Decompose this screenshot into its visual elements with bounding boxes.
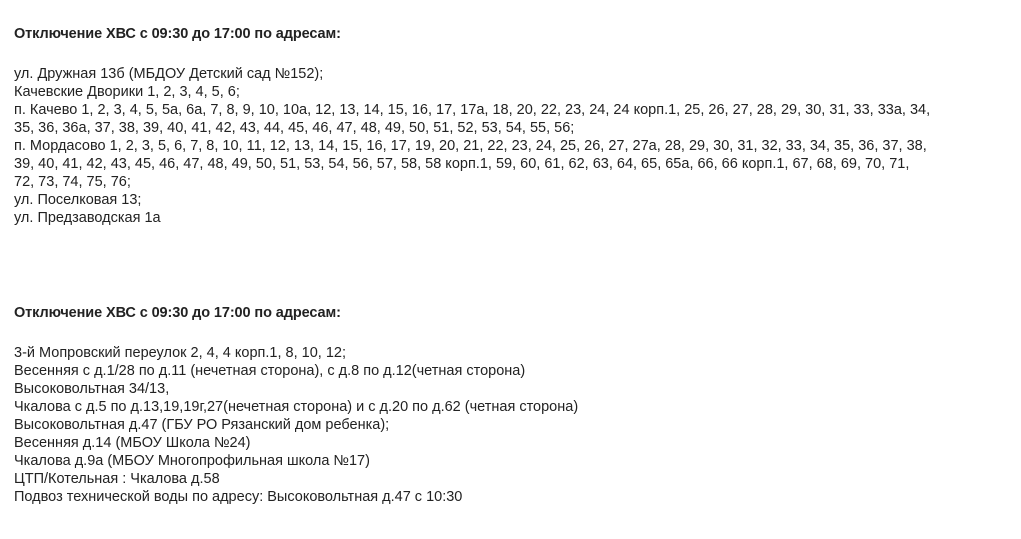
address-line: п. Качево 1, 2, 3, 4, 5, 5а, 6а, 7, 8, 9, 10, 10а, 12, 13, 14, 15, 16, 17, 17а, 18, 20, 22, 23, 24, 24 корп.1, 25, 26, 27, 28, 29, 30, 31, 33, 33а, 34, [14, 102, 931, 118]
address-line: Весенняя д.14 (МБОУ Школа №24) [14, 435, 251, 451]
address-line: п. Мордасово 1, 2, 3, 5, 6, 7, 8, 10, 11, 12, 13, 14, 15, 16, 17, 19, 20, 21, 22, 23, 24, 25, 26, 27, 27а, 28, 29, 30, 31, 32, 33, 34, 35, 36, 37, 38, [14, 138, 927, 154]
address-line: ул. Предзаводская 1а [14, 210, 161, 226]
outage-notice-2 [14, 303, 1014, 506]
address-line: Высоковольтная 34/13, [14, 381, 170, 397]
address-line: 3-й Мопровский переулок 2, 4, 4 корп.1, 8, 10, 12; [14, 345, 346, 361]
address-line: ул. Поселковая 13; [14, 192, 142, 208]
outage-notice-1 [14, 24, 1014, 227]
address-line: Высоковольтная д.47 (ГБУ РО Рязанский дом ребенка); [14, 417, 390, 433]
address-line: Весенняя с д.1/28 по д.11 (нечетная сторона), с д.8 по д.12(четная сторона) [14, 363, 526, 379]
address-line: Качевские Дворики 1, 2, 3, 4, 5, 6; [14, 84, 240, 100]
notice-title: Отключение ХВС с 09:30 до 17:00 по адресам: [14, 26, 341, 42]
address-line: 39, 40, 41, 42, 43, 45, 46, 47, 48, 49, 50, 51, 53, 54, 56, 57, 58, 58 корп.1, 59, 60, 61, 62, 63, 64, 65, 65а, 66, 66 корп.1, 67, 68, 69, 70, 71, [14, 156, 910, 172]
address-line: 72, 73, 74, 75, 76; [14, 174, 131, 190]
address-line: Подвоз технической воды по адресу: Высоковольтная д.47 с 10:30 [14, 489, 463, 505]
address-list [14, 65, 1014, 227]
address-line: Чкалова с д.5 по д.13,19,19г,27(нечетная сторона) и с д.20 по д.62 (четная сторона) [14, 399, 579, 415]
address-list [14, 344, 1014, 506]
address-line: Чкалова д.9а (МБОУ Многопрофильная школа №17) [14, 453, 370, 469]
address-line: 35, 36, 36а, 37, 38, 39, 40, 41, 42, 43, 44, 45, 46, 47, 48, 49, 50, 51, 52, 53, 54, 55, 56; [14, 120, 575, 136]
address-line: ул. Дружная 13б (МБДОУ Детский сад №152); [14, 66, 324, 82]
notice-title: Отключение ХВС с 09:30 до 17:00 по адресам: [14, 305, 341, 321]
address-line: ЦТП/Котельная : Чкалова д.58 [14, 471, 220, 487]
